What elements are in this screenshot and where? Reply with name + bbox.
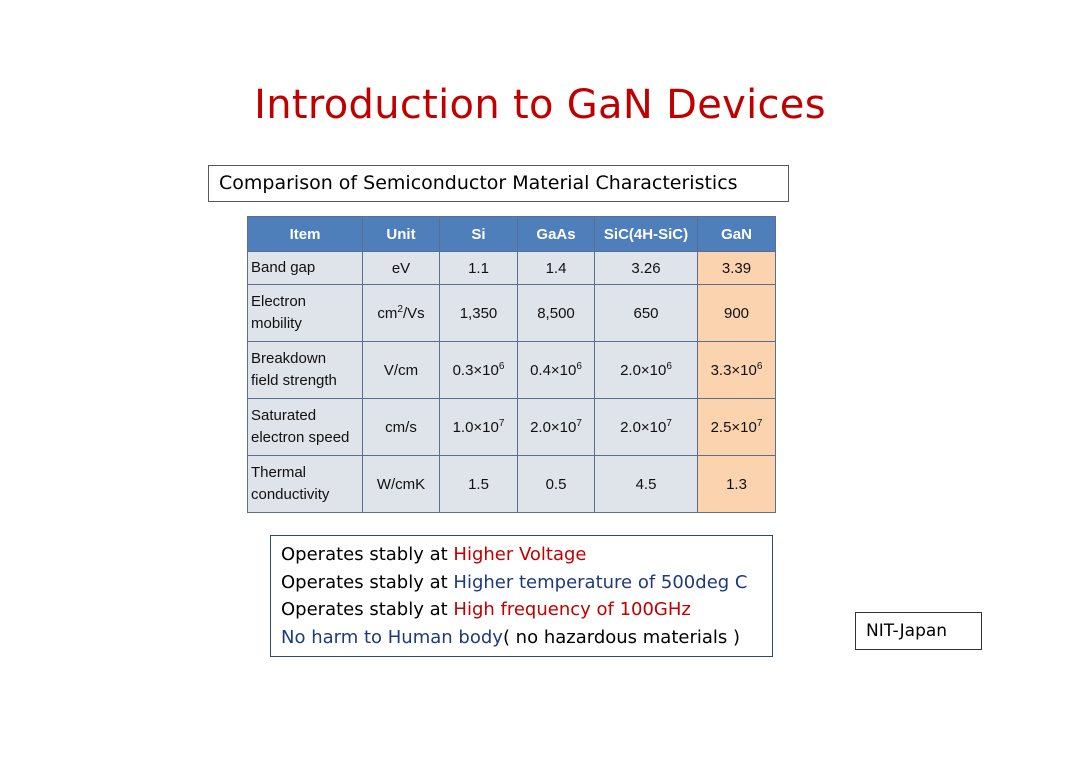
value-mantissa: 2.5×10 bbox=[710, 418, 757, 436]
table-row bbox=[248, 285, 776, 342]
value-mantissa: 650 bbox=[633, 304, 659, 322]
header-si: Si bbox=[440, 217, 518, 252]
note-line bbox=[281, 596, 772, 624]
value-mantissa: 4.5 bbox=[635, 475, 657, 493]
value-cell-sic bbox=[595, 342, 698, 399]
value-mantissa: 1.1 bbox=[468, 259, 489, 277]
value-mantissa: 8,500 bbox=[537, 304, 575, 322]
note-highlight: High frequency of 100GHz bbox=[453, 599, 691, 620]
row-label-line: Band gap bbox=[251, 259, 316, 276]
value-mantissa: 1.0×10 bbox=[452, 418, 499, 436]
note-text: Operates stably at bbox=[281, 571, 454, 593]
value-exponent: 6 bbox=[756, 360, 763, 372]
header-unit: Unit bbox=[363, 217, 440, 252]
value-cell-si bbox=[440, 456, 518, 513]
row-label-line: mobility bbox=[251, 315, 302, 332]
value-cell-gan bbox=[698, 399, 776, 456]
row-label bbox=[248, 456, 363, 513]
note-line bbox=[281, 541, 772, 569]
value-mantissa: 2.0×10 bbox=[620, 418, 667, 436]
header-item: Item bbox=[248, 217, 363, 252]
material-comparison-table bbox=[247, 216, 776, 513]
row-label-line: field strength bbox=[251, 372, 337, 389]
header-gan: GaN bbox=[698, 217, 776, 252]
value-cell-si bbox=[440, 285, 518, 342]
row-label-line: electron speed bbox=[251, 429, 350, 446]
unit-cell bbox=[363, 399, 440, 456]
value-exponent: 6 bbox=[666, 360, 672, 372]
value-cell-si bbox=[440, 399, 518, 456]
table-row bbox=[248, 399, 776, 456]
unit-suffix: /Vs bbox=[402, 304, 425, 322]
value-mantissa: 2.0×10 bbox=[620, 361, 667, 379]
value-cell-gaas bbox=[518, 399, 595, 456]
value-exponent: 6 bbox=[498, 360, 505, 372]
value-cell-si bbox=[440, 252, 518, 285]
row-label-line: conductivity bbox=[251, 486, 330, 503]
value-cell-sic bbox=[595, 252, 698, 285]
value-cell-gaas bbox=[518, 252, 595, 285]
page-title: Introduction to GaN Devices bbox=[254, 82, 826, 128]
unit-text: cm/s bbox=[385, 418, 417, 436]
row-label bbox=[248, 399, 363, 456]
value-mantissa: 1,350 bbox=[459, 304, 498, 322]
row-label-line: Thermal bbox=[251, 464, 307, 481]
value-exponent: 6 bbox=[576, 360, 582, 372]
row-label bbox=[248, 285, 363, 342]
value-exponent: 7 bbox=[498, 417, 505, 429]
table-header-row bbox=[248, 217, 776, 252]
note-text: Operates stably at bbox=[281, 599, 454, 620]
value-mantissa: 1.3 bbox=[726, 475, 747, 493]
source-credit: NIT-Japan bbox=[855, 612, 982, 650]
value-cell-gaas bbox=[518, 456, 595, 513]
table-row bbox=[248, 342, 776, 399]
value-mantissa: 900 bbox=[723, 304, 750, 322]
unit-text: V/cm bbox=[383, 361, 419, 379]
value-cell-sic bbox=[595, 399, 698, 456]
value-exponent: 7 bbox=[666, 417, 672, 429]
unit-cell bbox=[363, 252, 440, 285]
value-cell-gan bbox=[698, 252, 776, 285]
header-gaas: GaAs bbox=[518, 217, 595, 252]
row-label bbox=[248, 252, 363, 285]
table-caption: Comparison of Semiconductor Material Characteristics bbox=[208, 165, 789, 202]
value-cell-gaas bbox=[518, 285, 595, 342]
unit-cell bbox=[363, 456, 440, 513]
value-cell-si bbox=[440, 342, 518, 399]
value-cell-gan bbox=[698, 285, 776, 342]
row-label-line: Saturated bbox=[251, 407, 317, 424]
value-exponent: 7 bbox=[756, 417, 763, 429]
value-cell-gaas bbox=[518, 342, 595, 399]
value-cell-sic bbox=[595, 285, 698, 342]
value-mantissa: 3.26 bbox=[631, 259, 661, 277]
header-sic: SiC(4H-SiC) bbox=[595, 217, 698, 252]
unit-text: cm bbox=[377, 304, 398, 322]
note-line bbox=[281, 569, 772, 597]
value-mantissa: 0.5 bbox=[545, 475, 567, 493]
note-text: Operates stably at bbox=[281, 544, 454, 565]
unit-text: W/cmK bbox=[376, 475, 426, 493]
table-row bbox=[248, 252, 776, 285]
unit-cell bbox=[363, 285, 440, 342]
note-highlight: Higher Voltage bbox=[453, 544, 587, 565]
row-label bbox=[248, 342, 363, 399]
value-mantissa: 2.0×10 bbox=[530, 418, 577, 436]
unit-text: eV bbox=[391, 259, 411, 277]
note-text: ( no hazardous materials ) bbox=[502, 626, 741, 648]
row-label-line: Electron bbox=[251, 293, 307, 310]
value-mantissa: 3.3×10 bbox=[710, 361, 757, 379]
value-exponent: 7 bbox=[576, 417, 582, 429]
note-highlight: Higher temperature of 500deg C bbox=[453, 571, 748, 593]
value-cell-gan bbox=[698, 342, 776, 399]
value-mantissa: 3.39 bbox=[721, 259, 752, 277]
feature-notes bbox=[270, 535, 773, 657]
value-mantissa: 0.3×10 bbox=[452, 361, 499, 379]
note-line bbox=[281, 624, 772, 652]
value-cell-sic bbox=[595, 456, 698, 513]
unit-cell bbox=[363, 342, 440, 399]
value-mantissa: 1.5 bbox=[468, 475, 489, 493]
row-label-line: Breakdown bbox=[251, 350, 327, 367]
value-mantissa: 1.4 bbox=[545, 259, 567, 277]
table-row bbox=[248, 456, 776, 513]
unit-exponent: 2 bbox=[397, 303, 403, 315]
value-mantissa: 0.4×10 bbox=[530, 361, 577, 379]
note-highlight: No harm to Human body bbox=[281, 626, 503, 648]
value-cell-gan bbox=[698, 456, 776, 513]
